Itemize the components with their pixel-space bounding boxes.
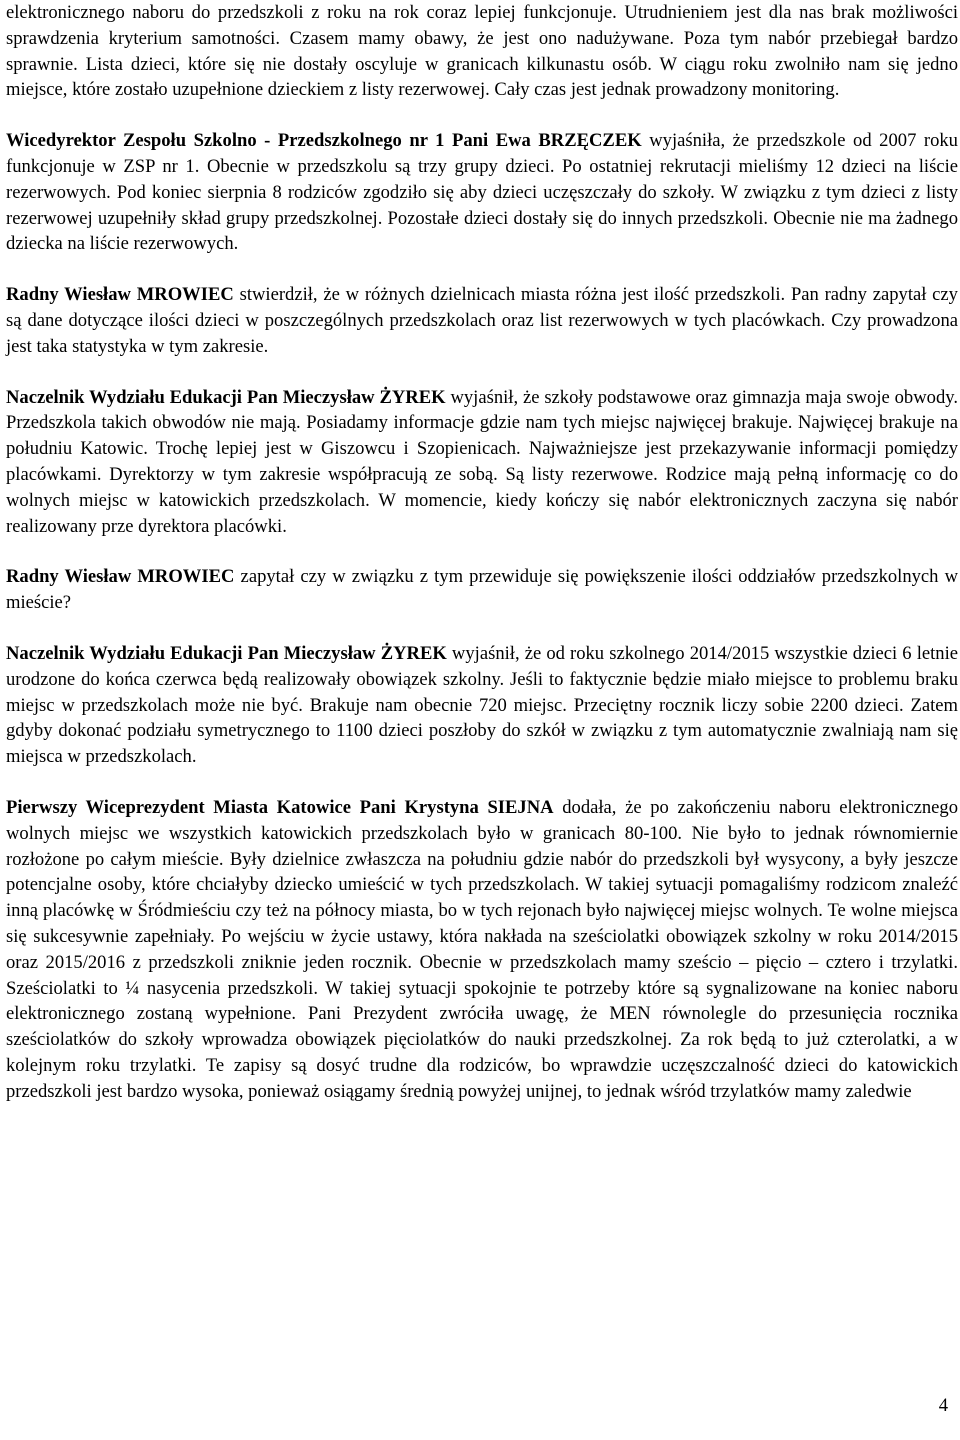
paragraph-text: wyjaśnił, że szkoły podstawowe oraz gimnazja maja swoje obwody. Przedszkola takich obwodów nie mają. Posiadamy informacje gdzie nam tych miejsc najwięcej brakuje. Najwięcej brakuje na południu Katowic. Trochę lepiej jest w Giszowcu i Szopienicach. Najważniejsze jest przekazywanie informacji pomiędzy placówkami. Dyrektorzy w tym zakresie współpracują ze sobą. Są listy rezerwowe. Rodzice mają pełną informację co do wolnych miejsc w katowickich przedszkolach. W momencie, kiedy kończy się nabór elektronicznych zaczyna się nabór realizowany prze dyrektora placówki. bbox=[6, 386, 958, 537]
paragraph-text: wyjaśnił, że od roku szkolnego 2014/2015 wszystkie dzieci 6 letnie urodzone do końca czerwca będą realizowały obowiązek szkolny. Jeśli to faktycznie będzie miało miejsce to problemu braku miejsc w przedszkolach może nie być. Brakuje nam obecnie 720 miejsc. Przeciętny rocznik liczy sobie 2200 dzieci. Zatem gdyby dokonać podziału symetrycznego to 1100 dzieci poszłoby do szkół w związku z tym automatycznie zwalniają nam się miejsca w przedszkolach. bbox=[6, 642, 959, 768]
document-page bbox=[6, 0, 958, 1129]
paragraph-text: stwierdził, że w różnych dzielnicach miasta różna jest ilość przedszkoli. Pan radny zapytał czy są dane dotyczące ilości dzieci w poszczególnych przedszkolach oraz list rezerwowych w tych placówkach. Czy prowadzona jest taka statystyka w tym zakresie. bbox=[6, 284, 958, 357]
speaker-name: Wicedyrektor Zespołu Szkolno - Przedszkolnego nr 1 Pani Ewa BRZĘCZEK bbox=[6, 130, 642, 152]
speaker-name: Radny Wiesław MROWIEC bbox=[6, 566, 235, 588]
paragraph-mrowiec-1 bbox=[6, 282, 958, 359]
paragraph-zyrek-1 bbox=[6, 385, 958, 540]
paragraph-zyrek-2 bbox=[6, 641, 958, 770]
paragraph-text: dodała, że po zakończeniu naboru elektronicznego wolnych miejsc we wszystkich katowickich przedszkolach było w granicach 80-100. Nie było to jednak równomiernie rozłożone po całym mieście. Były dzielnice zwłaszcza na południu gdzie nabór do przedszkoli był wysycony, a były jeszcze potencjalne osoby, które chciałyby dziecko umieścić w tych przedszkolach. W takiej sytuacji pomagaliśmy rodzicom znaleźć inną placówkę w Śródmieściu czy też na północy miasta, bo w tych rejonach było najwięcej miejsc wolnych. Te wolne miejsca się sukcesywnie zapełniały. Po wejściu w życie ustawy, która nakłada na sześciolatki obowiązek szkolny w roku 2014/2015 oraz 2015/2016 z przedszkoli zniknie jeden rocznik. Obecnie w przedszkolach mamy sześcio – pięcio – cztero i trzylatki. Sześciolatki to ¼ nasycenia przedszkoli. W takiej sytuacji spokojnie te potrzeby które są sygnalizowane na koniec naboru elektronicznego zostaną wypełnione. Pani Prezydent zwróciła uwagę, że MEN równolegle do przesunięcia rocznika sześciolatków do szkoły wprowadza obowiązek pięciolatków do nauki przedszkolnej. Za rok będą to już czterolatki, a w kolejnym roku trzylatki. Te zapisy są dosyć trudne dla rodziców, bo wprawdzie uczęszczalność dzieci do katowickich przedszkoli jest bardzo wysoka, ponieważ osiągamy średnią powyżej unijnej, to jednak wśród trzylatków mamy zaledwie bbox=[6, 796, 958, 1102]
paragraph-text: elektronicznego naboru do przedszkoli z roku na rok coraz lepiej funkcjonuje. Utrudnieniem jest dla nas brak możliwości sprawdzenia kryterium samotności. Czasem mamy obawy, że jest ono nadużywane. Poza tym nabór przebiegał bardzo sprawnie. Lista dzieci, które się nie dostały oscyluje w granicach kilkunastu osób. W ciągu roku zwolniło nam się jedno miejsce, które zostało uzupełnione dzieckiem z listy rezerwowej. Cały czas jest jednak prowadzony monitoring. bbox=[6, 2, 958, 101]
speaker-name: Naczelnik Wydziału Edukacji Pan Mieczysław ŻYREK bbox=[6, 642, 447, 664]
paragraph-text: wyjaśniła, że przedszkole od 2007 roku funkcjonuje w ZSP nr 1. Obecnie w przedszkolu są trzy grupy dzieci. Po ostatniej rekrutacji mieliśmy 12 dzieci na liście rezerwowych. Pod koniec sierpnia 8 rodziców zgodziło się aby dzieci uczęszczały do szkoły. W związku z tym dzieci z listy rezerwowej uzupełniły skład grupy przedszkolnej. Pozostałe dzieci dostały się do innych przedszkoli. Obecnie nie ma żadnego dziecka na liście rezerwowych. bbox=[6, 130, 958, 255]
speaker-name: Pierwszy Wiceprezydent Miasta Katowice Pani Krystyna SIEJNA bbox=[6, 796, 554, 818]
speaker-name: Naczelnik Wydziału Edukacji Pan Mieczysław ŻYREK bbox=[6, 386, 446, 408]
page-number: 4 bbox=[938, 1395, 948, 1416]
paragraph-siejna bbox=[6, 795, 958, 1105]
speaker-name: Radny Wiesław MROWIEC bbox=[6, 284, 234, 306]
paragraph-intro bbox=[6, 0, 958, 103]
paragraph-brzeczek bbox=[6, 128, 958, 257]
paragraph-mrowiec-2 bbox=[6, 564, 958, 616]
paragraph-text: zapytał czy w związku z tym przewiduje się powiększenie ilości oddziałów przedszkolnych w mieście? bbox=[6, 566, 959, 614]
